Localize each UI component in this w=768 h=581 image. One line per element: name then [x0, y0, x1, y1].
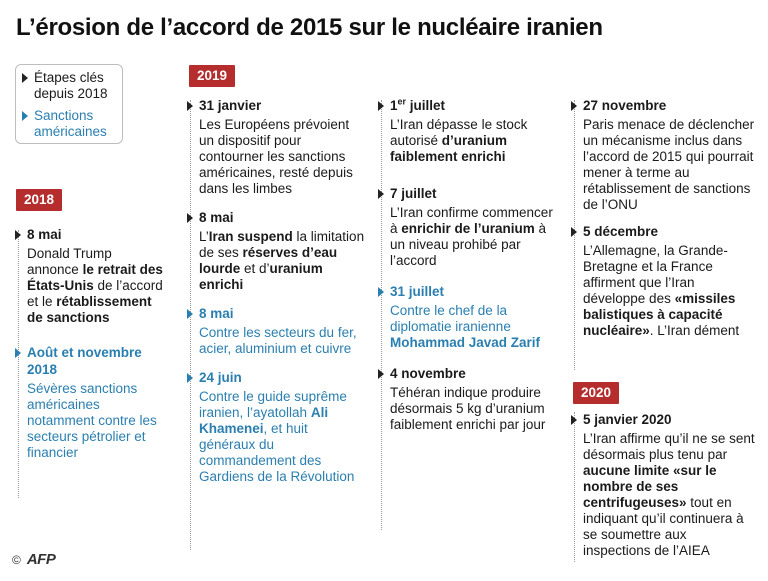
triangle-marker-icon: [378, 189, 384, 199]
text-segment: tout en indiquant qu’il continuera à se soumettre aux inspections de l’AIEA: [583, 495, 744, 558]
triangle-marker-blue-icon: [187, 309, 193, 319]
event-date: 8 mai: [199, 306, 234, 321]
legend-us-sanctions: [22, 108, 118, 140]
infographic-title: L’érosion de l’accord de 2015 sur le nucléaire iranien: [16, 14, 603, 41]
event-text: Paris menace de déclencher un mécanisme inclus dans l’accord de 2015 qui pourrait mener à terme au rétablissement de sanctions de l’ONU: [583, 117, 755, 212]
text-bold: aucune limite «sur le nombre de ses centrifugeuses»: [583, 463, 717, 510]
triangle-marker-icon: [378, 369, 384, 379]
text-bold: d’uranium faiblement enrichi: [390, 133, 508, 164]
timeline-column-4-2020: [571, 411, 756, 559]
text-bold: Ali Khamenei: [199, 405, 329, 436]
event-text: Téhéran indique produire désormais 5 kg d’uranium faiblement enrichi par jour: [390, 385, 546, 432]
event-text: Contre les secteurs du fer, acier, aluminium et cuivre: [199, 325, 357, 356]
text-segment: Contre le guide suprême iranien, l’ayatollah: [199, 389, 347, 420]
event-2019-07-01: [378, 97, 560, 165]
event-date: 5 janvier 2020: [583, 412, 672, 427]
triangle-marker-blue-icon: [378, 287, 384, 297]
timeline-column-1: [15, 226, 165, 461]
event-date: Août et novembre 2018: [27, 345, 142, 377]
text-bold: réserves d’eau lourde: [199, 245, 338, 276]
event-date: 4 novembre: [390, 366, 466, 381]
event-2019-01-31: [187, 97, 367, 197]
text-bold: «missiles balistiques à capacité nucléaire»: [583, 291, 736, 338]
triangle-marker-blue-icon: [187, 373, 193, 383]
timeline-column-3: [378, 97, 560, 433]
year-badge-2019: 2019: [189, 65, 235, 87]
copyright-symbol: ©: [12, 552, 21, 567]
event-2018-05-08: [15, 226, 165, 326]
triangle-marker-blue-icon: [22, 111, 28, 121]
event-date: 7 juillet: [390, 186, 437, 201]
text-segment: la limitation de ses: [199, 229, 365, 260]
legend-key-steps: [22, 70, 118, 102]
text-bold: le retrait des États-Unis: [27, 262, 163, 293]
year-badge-2020: 2020: [573, 382, 619, 404]
triangle-marker-icon: [378, 101, 384, 111]
triangle-marker-icon: [571, 101, 577, 111]
event-text: [390, 303, 560, 351]
triangle-marker-icon: [15, 230, 21, 240]
text-segment: et d’: [240, 261, 270, 276]
event-text: Sévères sanctions américaines notamment contre les secteurs pétrolier et financier: [27, 381, 157, 460]
legend-box: [15, 64, 123, 144]
text-segment: L’Iran affirme qu’il ne se sent désormais plus tenu par: [583, 431, 755, 462]
legend-us-sanctions-label: Sanctions américaines: [34, 108, 107, 139]
text-bold: enrichir de l’uranium: [401, 221, 535, 236]
text-bold: uranium enrichi: [199, 261, 323, 292]
text-segment: Donald Trump annonce: [27, 246, 112, 277]
sanction-2019-06-24: [187, 369, 367, 485]
triangle-marker-icon: [187, 213, 193, 223]
text-bold: rétablissement de sanctions: [27, 294, 152, 325]
credit: [12, 551, 55, 568]
event-2019-11-04: [378, 365, 560, 433]
text-bold: Iran suspend: [208, 229, 293, 244]
text-segment: Contre le chef de la diplomatie iranienne: [390, 303, 511, 334]
event-text: [390, 205, 560, 269]
event-date: 8 mai: [27, 227, 62, 242]
event-2020-01-05: [571, 411, 756, 559]
event-2019-12-05: [571, 223, 756, 339]
legend-key-steps-label: Étapes clés depuis 2018: [34, 70, 108, 101]
event-text: [583, 431, 756, 559]
sanction-2018-aug-nov: [15, 344, 165, 461]
event-date: [390, 97, 560, 114]
text-segment: L’: [199, 229, 209, 244]
event-2019-05-08: [187, 209, 367, 293]
event-date: 27 novembre: [583, 98, 667, 113]
event-text: [199, 389, 367, 485]
event-text: Les Européens prévoient un dispositif pour contourner les sanctions américaines, resté depuis dans les limbes: [199, 117, 353, 196]
text-bold: Mohammad Javad Zarif: [390, 335, 541, 350]
event-date: 8 mai: [199, 210, 234, 225]
text-segment: de l’accord et le: [27, 278, 163, 309]
event-text: [390, 117, 560, 165]
triangle-marker-blue-icon: [15, 348, 21, 358]
event-2019-11-27: [571, 97, 756, 213]
timeline-column-4: [571, 97, 756, 339]
event-date: 5 décembre: [583, 224, 659, 239]
afp-logo: AFP: [26, 551, 56, 568]
text-segment: L’Allemagne, la Grande-Bretagne et la France affirment que l’Iran développe des: [583, 243, 728, 306]
triangle-marker-icon: [571, 415, 577, 425]
year-badge-2018: 2018: [16, 189, 62, 211]
event-2019-07-07: [378, 185, 560, 269]
text-segment: . L’Iran dément: [649, 323, 740, 338]
triangle-marker-icon: [187, 101, 193, 111]
triangle-marker-icon: [22, 73, 28, 83]
text-segment: L’Iran dépasse le stock autorisé: [390, 117, 528, 148]
sanction-2019-07-31: [378, 283, 560, 351]
event-text: [199, 229, 367, 293]
sanction-2019-05-08: [187, 305, 367, 357]
date-number: 1: [390, 98, 398, 113]
timeline-column-2: [187, 97, 367, 485]
text-segment: à un niveau prohibé par l’accord: [390, 221, 547, 268]
text-segment: , et huit généraux du commandement des Gardiens de la Révolution: [199, 421, 355, 484]
text-segment: L’Iran confirme commencer à: [390, 205, 553, 236]
triangle-marker-icon: [571, 227, 577, 237]
event-text: [583, 243, 756, 339]
event-date: 31 janvier: [199, 98, 262, 113]
event-date: 24 juin: [199, 370, 242, 385]
event-text: [27, 246, 165, 326]
event-date: 31 juillet: [390, 284, 445, 299]
date-month: juillet: [406, 98, 446, 113]
date-superscript: er: [397, 96, 407, 107]
